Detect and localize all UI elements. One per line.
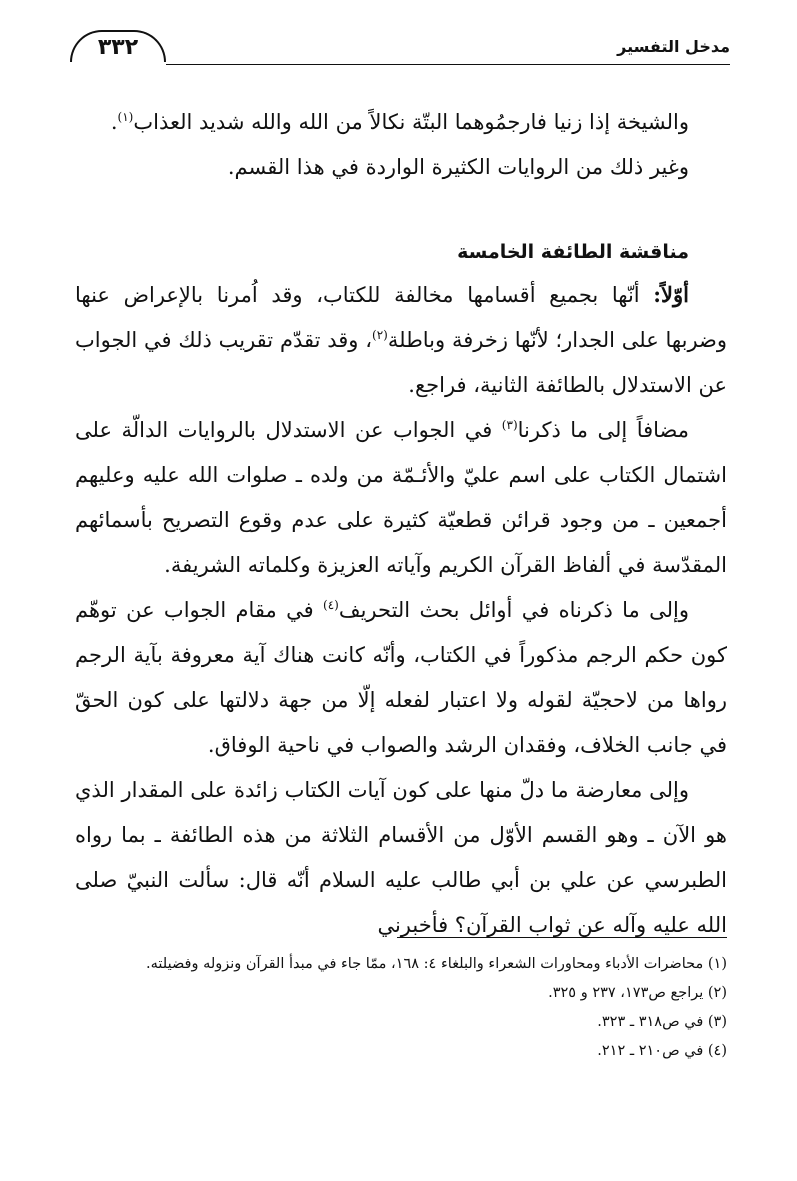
spacer bbox=[75, 190, 727, 232]
paragraph-text: ، وقد تقدّم تقريب ذلك في الجواب عن الاستدلال بالطائفة الثانية، فراجع. bbox=[75, 328, 727, 397]
paragraph-text: في الجواب عن الاستدلال بالروايات الدالّة على اشتمال الكتاب على اسم عليّ والأئـمّة من ولده ـ صلوات الله عليه وعليهم أجمعين ـ من وجود قرائن قطعيّة كثيرة على عدم وقوع التصريح بأسمائهم المقدّسة في ألفاظ القرآن الكريم وآياته العزيزة وكلماته الشريفة. bbox=[75, 418, 727, 577]
footnote: (٢) يراجع ص١٧٣، ٢٣٧ و ٣٢٥. bbox=[548, 985, 727, 1001]
footnote: (١) محاضرات الأدباء ومحاورات الشعراء والبلغاء ٤: ١٦٨، ممّا جاء في مبدأ القرآن ونزوله وفضيلته. bbox=[146, 956, 727, 972]
paragraph bbox=[75, 272, 727, 408]
paragraph-text: في مقام الجواب عن توهّم كون حكم الرجم مذكوراً في الكتاب، وأنّه كانت هناك آية معروفة بآية الرجم رواها من لاحجيّة لقوله ولا اعتبار لفعله إلّا من جهة دلالتها على كون الحقّ في جانب الخلاف، وفقدان الرشد والصواب في ناحية الوفاق. bbox=[75, 598, 727, 757]
footnote-marker: (٣) bbox=[501, 418, 518, 432]
page-header bbox=[70, 26, 730, 66]
section-heading: مناقشة الطائفة الخامسة bbox=[457, 241, 689, 263]
paragraph-text: والشيخة إذا زنيا فارجمُوهما البتّة نكالاً من الله والله شديد العذاب bbox=[133, 110, 689, 134]
running-title: مدخل التفسير bbox=[617, 37, 730, 56]
main-text bbox=[75, 100, 727, 948]
paragraph-text: . bbox=[110, 110, 118, 134]
paragraph bbox=[75, 588, 727, 768]
paragraph bbox=[75, 100, 727, 145]
paragraph-text: مضافاً إلى ما ذكرنا bbox=[517, 418, 689, 442]
paragraph: وإلى معارضة ما دلّ منها على كون آيات الكتاب زائدة على المقدار الذي هو الآن ـ وهو القسم الأوّل من الأقسام الثلاثة من هذه الطائفة ـ بما رواه الطبرسي عن علي بن أبي طالب عليه السلام أنّه قال: سألت النبيّ صلى الله عليه وآله عن ثواب القرآن؟ فأخبرني bbox=[75, 778, 727, 937]
footnote-marker: (١) bbox=[117, 110, 134, 124]
paragraph-text: أنّها بجميع أقسامها مخالفة للكتاب، وقد اُمرنا بالإعراض عنها وضربها على الجدار؛ لأنّها زخرفة وباطلة bbox=[75, 283, 727, 352]
footnote: (٣) في ص٣١٨ ـ ٣٢٣. bbox=[597, 1014, 727, 1030]
footnote-marker: (٢) bbox=[372, 328, 388, 342]
footnotes bbox=[75, 950, 727, 1066]
paragraph-lead: أوّلاً: bbox=[653, 282, 689, 307]
footnote-separator bbox=[397, 937, 727, 938]
paragraph bbox=[75, 408, 727, 588]
footnote: (٤) في ص٢١٠ ـ ٢١٢. bbox=[597, 1043, 727, 1059]
paragraph-text: وإلى ما ذكرناه في أوائل بحث التحريف bbox=[338, 598, 689, 622]
paragraph: وغير ذلك من الروايات الكثيرة الواردة في هذا القسم. bbox=[227, 155, 689, 179]
footnote-marker: (٤) bbox=[323, 598, 339, 612]
header-rule bbox=[166, 64, 730, 65]
page-number: ٣٣٢ bbox=[70, 30, 166, 62]
